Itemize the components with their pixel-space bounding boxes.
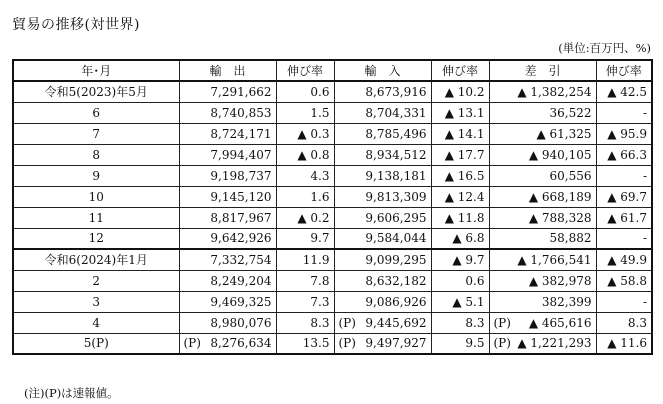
imports-growth-cell-value: ▲ 12.4 — [444, 189, 485, 204]
provisional-marker: (P) — [493, 336, 511, 351]
period-cell-value: 10 — [88, 189, 104, 204]
exports-cell — [179, 333, 276, 354]
period-cell-value: 12 — [88, 231, 104, 246]
table-row — [13, 270, 652, 291]
exports-cell — [179, 81, 276, 102]
imports-cell-value: 8,632,182 — [365, 273, 427, 288]
balance-growth-cell — [596, 123, 652, 144]
balance-cell-value: ▲ 465,616 — [528, 315, 592, 330]
provisional-marker: (P) — [338, 315, 356, 330]
balance-cell — [489, 207, 596, 228]
imports-growth-cell-value: ▲ 11.8 — [444, 210, 485, 225]
balance-cell-value: ▲ 1,382,254 — [517, 84, 592, 99]
table-row — [13, 186, 652, 207]
balance-growth-cell — [596, 291, 652, 312]
table-row — [13, 291, 652, 312]
balance-growth-cell-value: ▲ 66.3 — [607, 147, 647, 162]
period-cell — [13, 228, 179, 249]
exports-growth-cell — [276, 333, 334, 354]
imports-growth-cell — [431, 165, 489, 186]
balance-growth-cell-value: - — [642, 231, 647, 246]
exports-cell-value: 8,980,076 — [210, 315, 272, 330]
period-cell-value: 6 — [92, 105, 101, 120]
exports-cell — [179, 312, 276, 333]
exports-growth-cell — [276, 81, 334, 102]
table-row — [13, 81, 652, 102]
provisional-marker: (P) — [493, 315, 511, 330]
imports-cell — [334, 249, 431, 270]
imports-growth-cell-value: ▲ 16.5 — [444, 168, 485, 183]
balance-growth-cell-value: ▲ 42.5 — [607, 84, 647, 99]
balance-cell-value: ▲ 788,328 — [528, 210, 592, 225]
table-row — [13, 228, 652, 249]
exports-cell — [179, 228, 276, 249]
exports-growth-cell — [276, 207, 334, 228]
balance-cell — [489, 312, 596, 333]
exports-growth-cell-value: ▲ 0.2 — [297, 210, 330, 225]
balance-cell — [489, 102, 596, 123]
exports-growth-cell — [276, 186, 334, 207]
balance-growth-cell-value: ▲ 61.7 — [607, 210, 647, 225]
exports-growth-cell — [276, 102, 334, 123]
imports-cell-value: 9,584,044 — [365, 231, 427, 246]
balance-cell — [489, 228, 596, 249]
exports-cell-value: 8,740,853 — [210, 105, 272, 120]
header-exports-growth: 伸び率 — [276, 60, 334, 81]
imports-cell-value: 9,813,309 — [365, 189, 427, 204]
exports-growth-cell-value: 7.3 — [310, 294, 330, 309]
period-cell — [13, 312, 179, 333]
imports-growth-cell — [431, 270, 489, 291]
balance-cell — [489, 270, 596, 291]
table-row — [13, 333, 652, 354]
imports-growth-cell-value: ▲ 13.1 — [444, 105, 485, 120]
imports-cell — [334, 186, 431, 207]
period-cell-value: 7 — [92, 126, 101, 141]
exports-growth-cell-value: 4.3 — [310, 168, 330, 183]
header-balance-growth: 伸び率 — [596, 60, 652, 81]
table-row — [13, 144, 652, 165]
period-cell — [13, 270, 179, 291]
imports-cell-value: 9,606,295 — [365, 210, 427, 225]
table-row — [13, 165, 652, 186]
header-balance: 差 引 — [489, 60, 596, 81]
table-row — [13, 123, 652, 144]
table-row — [13, 249, 652, 270]
balance-growth-cell-value: 8.3 — [627, 315, 647, 330]
balance-cell-value: ▲ 1,766,541 — [517, 252, 592, 267]
exports-growth-cell — [276, 228, 334, 249]
exports-cell-value: 8,249,204 — [210, 273, 272, 288]
header-period: 年･月 — [13, 60, 179, 81]
provisional-marker: (P) — [183, 336, 201, 351]
imports-cell-value: 9,497,927 — [365, 336, 427, 351]
exports-cell — [179, 102, 276, 123]
imports-growth-cell-value: 0.6 — [465, 273, 485, 288]
balance-growth-cell-value: ▲ 49.9 — [607, 252, 647, 267]
exports-cell — [179, 291, 276, 312]
balance-growth-cell-value: ▲ 11.6 — [607, 336, 647, 351]
balance-cell-value: ▲ 382,978 — [528, 273, 592, 288]
balance-growth-cell — [596, 102, 652, 123]
balance-growth-cell — [596, 270, 652, 291]
exports-growth-cell-value: 0.6 — [310, 84, 330, 99]
provisional-marker: (P) — [338, 336, 356, 351]
exports-growth-cell-value: ▲ 0.8 — [297, 147, 330, 162]
period-cell-value: 5(P) — [83, 336, 109, 351]
balance-growth-cell-value: ▲ 95.9 — [607, 126, 647, 141]
period-cell-value: 4 — [92, 315, 101, 330]
imports-growth-cell-value: ▲ 14.1 — [444, 126, 485, 141]
imports-cell-value: 9,138,181 — [365, 168, 427, 183]
table-row — [13, 312, 652, 333]
balance-growth-cell-value: - — [642, 168, 647, 183]
exports-growth-cell-value: 1.6 — [310, 189, 330, 204]
imports-growth-cell-value: ▲ 17.7 — [444, 147, 485, 162]
period-cell — [13, 291, 179, 312]
exports-cell-value: 7,291,662 — [210, 84, 272, 99]
exports-cell-value: 9,145,120 — [210, 189, 272, 204]
period-cell — [13, 207, 179, 228]
exports-cell-value: 8,724,171 — [210, 126, 272, 141]
balance-growth-cell — [596, 333, 652, 354]
imports-growth-cell — [431, 102, 489, 123]
balance-cell — [489, 165, 596, 186]
balance-cell-value: 60,556 — [549, 168, 592, 183]
period-cell — [13, 144, 179, 165]
balance-growth-cell — [596, 207, 652, 228]
period-cell-value: 9 — [92, 168, 101, 183]
imports-growth-cell — [431, 207, 489, 228]
imports-cell-value: 8,934,512 — [365, 147, 427, 162]
imports-cell-value: 8,673,916 — [365, 84, 427, 99]
imports-cell — [334, 165, 431, 186]
exports-cell — [179, 207, 276, 228]
exports-cell — [179, 249, 276, 270]
exports-growth-cell — [276, 144, 334, 165]
period-cell — [13, 102, 179, 123]
exports-growth-cell-value: 9.7 — [310, 231, 330, 246]
imports-cell — [334, 333, 431, 354]
balance-growth-cell-value: ▲ 69.7 — [607, 189, 647, 204]
period-cell — [13, 165, 179, 186]
balance-cell — [489, 291, 596, 312]
balance-growth-cell-value: ▲ 58.8 — [607, 273, 647, 288]
imports-growth-cell — [431, 186, 489, 207]
table-body — [13, 81, 652, 354]
balance-growth-cell — [596, 144, 652, 165]
imports-growth-cell-value: ▲ 6.8 — [452, 231, 485, 246]
imports-growth-cell — [431, 312, 489, 333]
imports-cell — [334, 312, 431, 333]
balance-growth-cell — [596, 165, 652, 186]
period-cell-value: 2 — [92, 273, 101, 288]
header-row — [13, 60, 652, 81]
imports-growth-cell — [431, 81, 489, 102]
balance-cell — [489, 81, 596, 102]
balance-growth-cell — [596, 228, 652, 249]
imports-cell — [334, 291, 431, 312]
trade-table — [12, 59, 653, 355]
period-cell-value: 令和5(2023)年5月 — [44, 85, 148, 100]
balance-growth-cell — [596, 186, 652, 207]
balance-cell — [489, 144, 596, 165]
period-cell-value: 令和6(2024)年1月 — [44, 253, 148, 268]
page-title: 貿易の推移(対世界) — [12, 17, 140, 33]
balance-cell-value: ▲ 940,105 — [528, 147, 592, 162]
exports-cell — [179, 123, 276, 144]
imports-growth-cell — [431, 249, 489, 270]
imports-growth-cell — [431, 333, 489, 354]
exports-growth-cell — [276, 249, 334, 270]
imports-cell-value: 9,086,926 — [365, 294, 427, 309]
balance-cell — [489, 333, 596, 354]
imports-cell-value: 9,445,692 — [365, 315, 427, 330]
imports-growth-cell — [431, 123, 489, 144]
imports-cell — [334, 228, 431, 249]
period-cell-value: 8 — [92, 147, 101, 162]
balance-cell-value: 382,399 — [541, 294, 592, 309]
unit-label: (単位:百万円、%) — [558, 41, 651, 55]
balance-cell-value: 58,882 — [549, 231, 592, 246]
period-cell — [13, 333, 179, 354]
exports-growth-cell — [276, 291, 334, 312]
imports-growth-cell-value: ▲ 10.2 — [444, 84, 485, 99]
balance-cell-value: ▲ 1,221,293 — [517, 336, 592, 351]
balance-cell-value: 36,522 — [549, 105, 592, 120]
imports-cell — [334, 102, 431, 123]
exports-cell — [179, 144, 276, 165]
balance-growth-cell — [596, 81, 652, 102]
header-imports-growth: 伸び率 — [431, 60, 489, 81]
imports-cell-value: 8,704,331 — [365, 105, 427, 120]
balance-cell-value: ▲ 668,189 — [528, 189, 592, 204]
period-cell — [13, 249, 179, 270]
imports-cell-value: 8,785,496 — [365, 126, 427, 141]
header-imports: 輸 入 — [334, 60, 431, 81]
exports-growth-cell — [276, 165, 334, 186]
balance-growth-cell-value: - — [642, 105, 647, 120]
balance-growth-cell — [596, 249, 652, 270]
exports-cell — [179, 165, 276, 186]
period-cell — [13, 186, 179, 207]
exports-cell-value: 9,469,325 — [210, 294, 272, 309]
imports-cell — [334, 270, 431, 291]
imports-growth-cell-value: 9.5 — [465, 336, 485, 351]
imports-growth-cell-value: ▲ 5.1 — [452, 294, 485, 309]
balance-cell-value: ▲ 61,325 — [536, 126, 592, 141]
table-row — [13, 207, 652, 228]
imports-growth-cell-value: ▲ 9.7 — [452, 252, 485, 267]
exports-growth-cell — [276, 312, 334, 333]
exports-growth-cell-value: 13.5 — [302, 336, 330, 351]
exports-cell-value: 9,198,737 — [210, 168, 272, 183]
balance-growth-cell — [596, 312, 652, 333]
imports-cell — [334, 207, 431, 228]
exports-cell-value: 9,642,926 — [210, 231, 272, 246]
exports-growth-cell-value: 7.8 — [310, 273, 330, 288]
imports-growth-cell-value: 8.3 — [465, 315, 485, 330]
table-row — [13, 102, 652, 123]
exports-growth-cell-value: ▲ 0.3 — [297, 126, 330, 141]
balance-cell — [489, 186, 596, 207]
exports-cell — [179, 186, 276, 207]
exports-cell-value: 8,817,967 — [210, 210, 272, 225]
exports-cell-value: 7,994,407 — [210, 147, 272, 162]
imports-growth-cell — [431, 228, 489, 249]
period-cell — [13, 81, 179, 102]
imports-cell — [334, 123, 431, 144]
balance-cell — [489, 249, 596, 270]
exports-growth-cell-value: 11.9 — [302, 252, 330, 267]
imports-cell — [334, 81, 431, 102]
exports-cell-value: 7,332,754 — [210, 252, 272, 267]
exports-growth-cell-value: 1.5 — [310, 105, 330, 120]
imports-growth-cell — [431, 291, 489, 312]
imports-growth-cell — [431, 144, 489, 165]
exports-growth-cell — [276, 123, 334, 144]
exports-growth-cell-value: 8.3 — [310, 315, 330, 330]
period-cell-value: 3 — [92, 294, 101, 309]
imports-cell — [334, 144, 431, 165]
balance-growth-cell-value: - — [642, 294, 647, 309]
exports-growth-cell — [276, 270, 334, 291]
exports-cell-value: 8,276,634 — [210, 336, 272, 351]
period-cell-value: 11 — [88, 210, 104, 225]
period-cell — [13, 123, 179, 144]
imports-cell-value: 9,099,295 — [365, 252, 427, 267]
exports-cell — [179, 270, 276, 291]
header-exports: 輸 出 — [179, 60, 276, 81]
footnote: (注)(P)は速報値。 — [24, 386, 119, 400]
balance-cell — [489, 123, 596, 144]
